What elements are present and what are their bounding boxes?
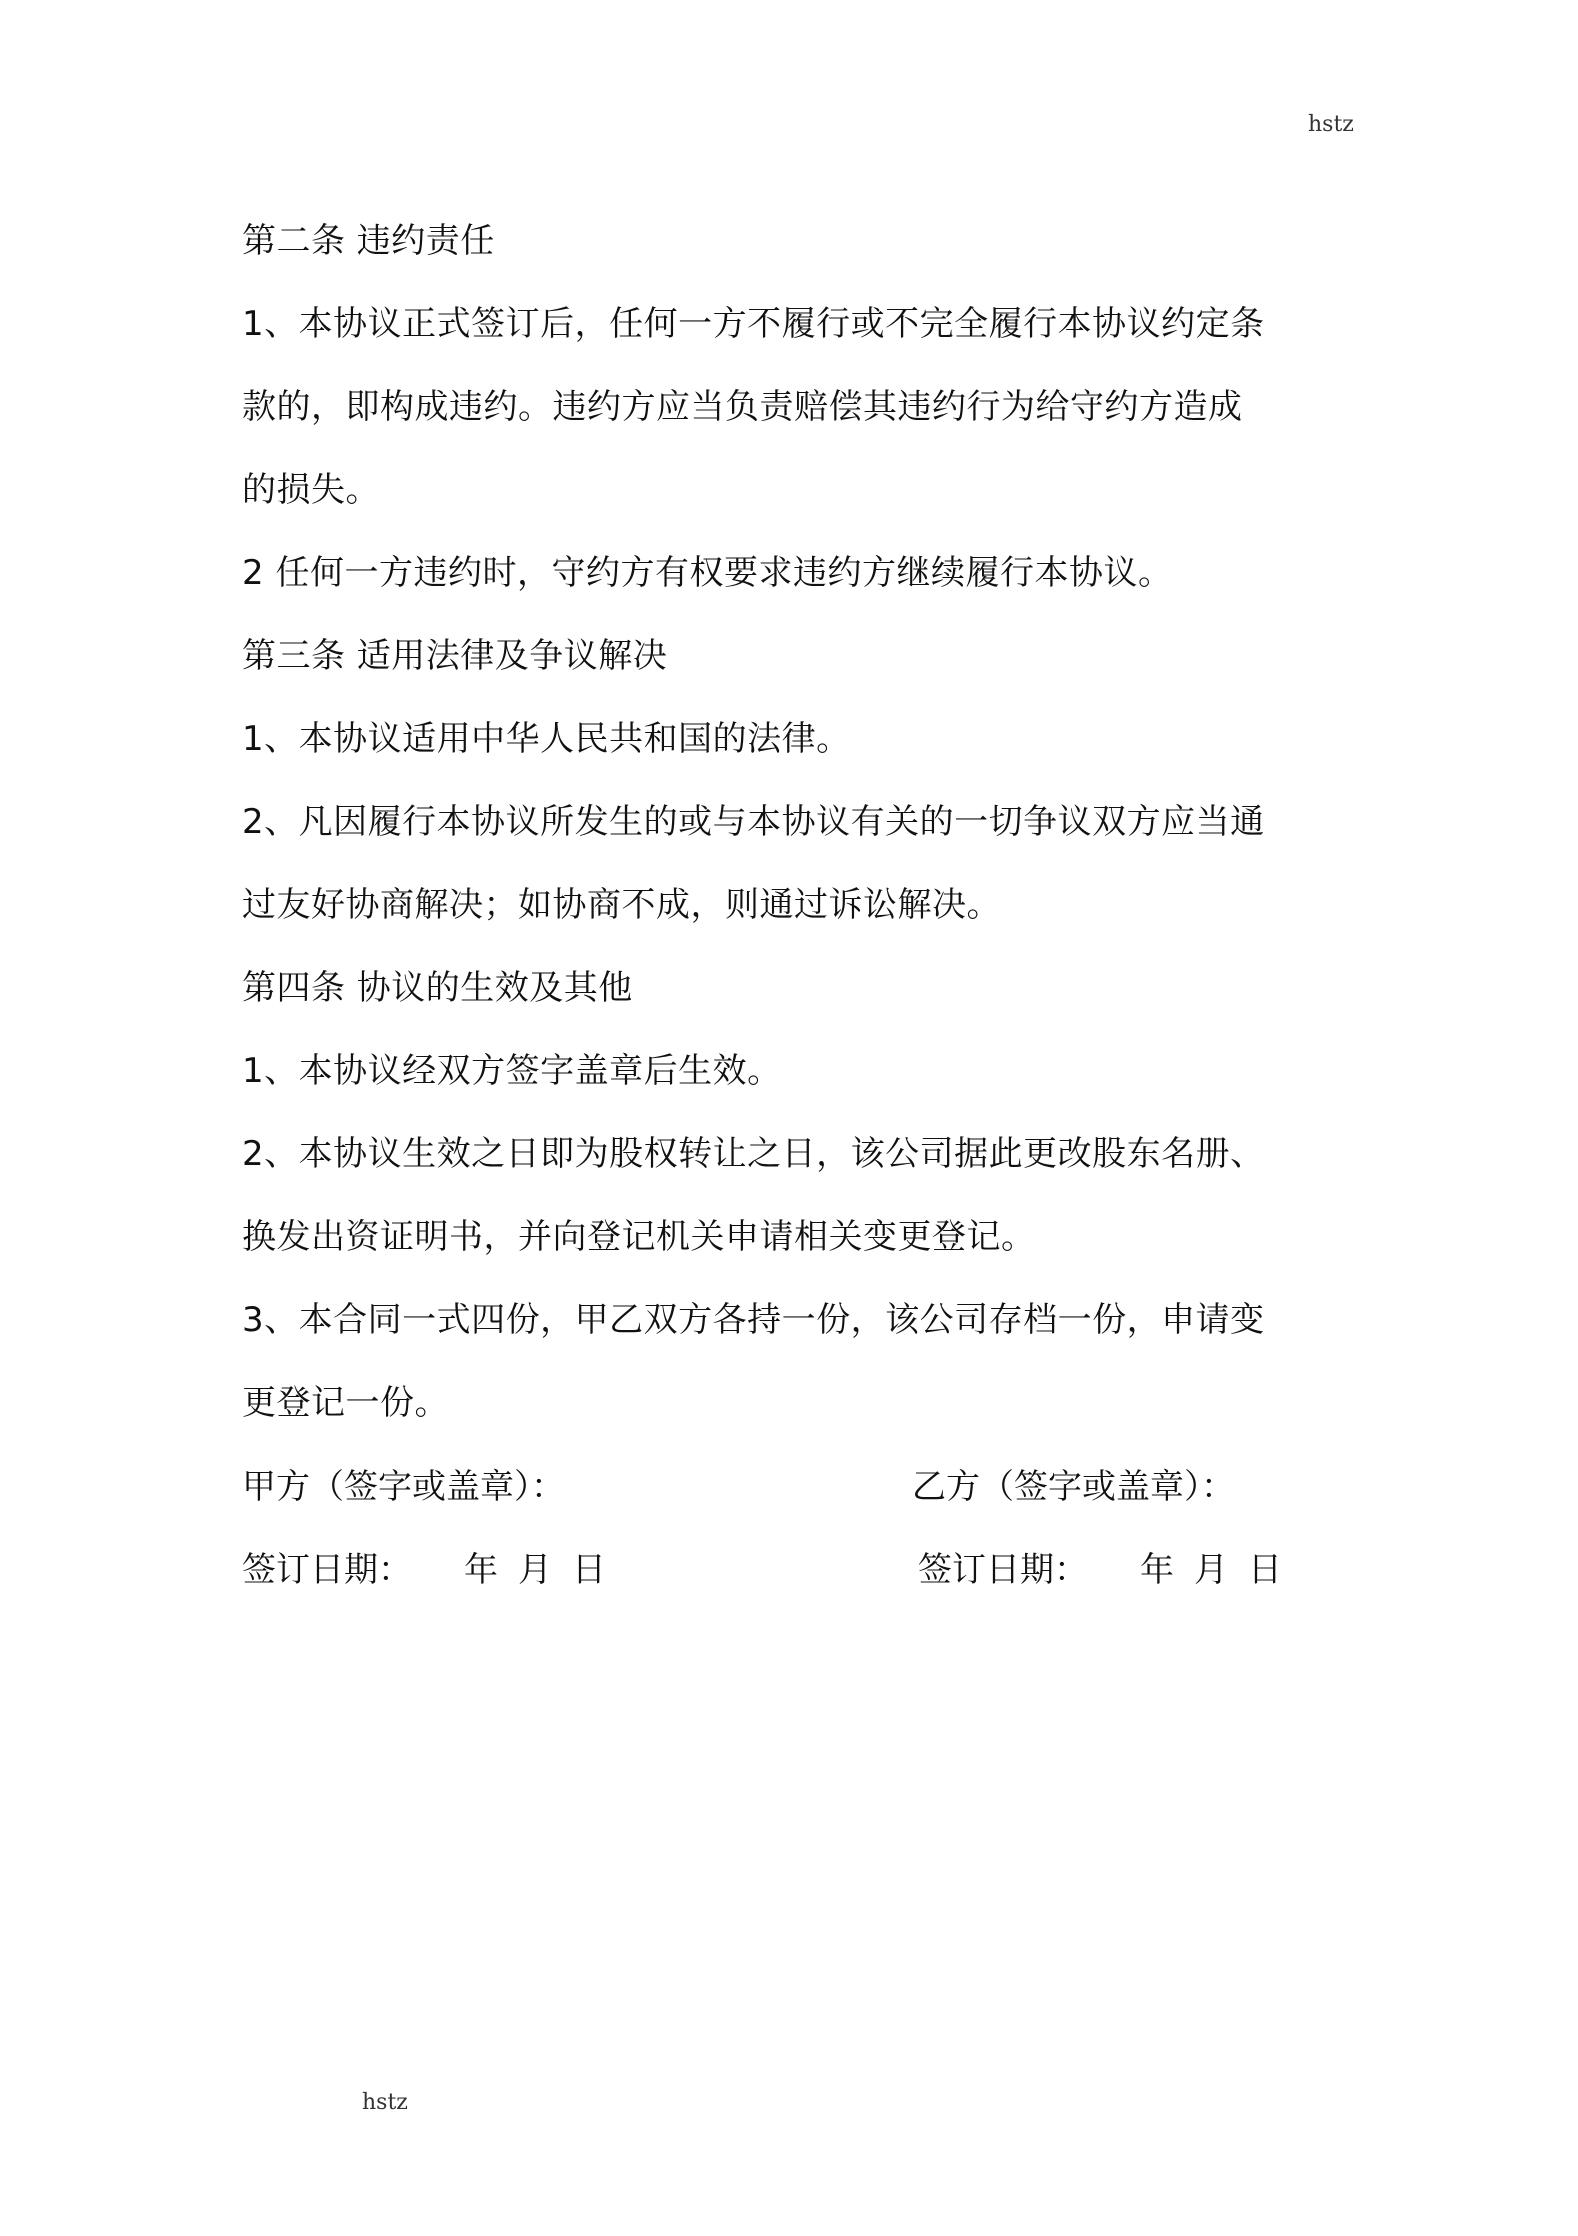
paragraph-line: 款的，即构成违约。违约方应当负责赔偿其违约行为给守约方造成 <box>242 387 1243 427</box>
signature-party-row <box>242 1446 1352 1529</box>
paragraph-line: 2、凡因履行本协议所发生的或与本协议有关的一切争议双方应当通 <box>242 802 1265 842</box>
party-b-signature-label: 乙方（签字或盖章）： <box>912 1467 1235 1507</box>
month-label: 月 <box>518 1550 552 1590</box>
party-a-signature-label: 甲方（签字或盖章）： <box>242 1467 565 1507</box>
article-2-heading: 第二条 违约责任 <box>242 221 495 261</box>
footer-watermark: hstz <box>362 2090 408 2115</box>
article-4-heading: 第四条 协议的生效及其他 <box>242 968 633 1008</box>
day-label: 日 <box>572 1550 606 1590</box>
paragraph-line: 3、本合同一式四份，甲乙双方各持一份，该公司存档一份，申请变 <box>242 1300 1265 1340</box>
party-b-date <box>918 1529 1282 1612</box>
paragraph-line: 的损失。 <box>242 470 380 510</box>
date-label: 签订日期： <box>242 1550 412 1590</box>
paragraph-line: 1、本协议正式签订后，任何一方不履行或不完全履行本协议约定条 <box>242 304 1265 344</box>
paragraph-line: 更登记一份。 <box>242 1383 449 1423</box>
paragraph-line: 1、本协议经双方签字盖章后生效。 <box>242 1051 782 1091</box>
paragraph-line: 过友好协商解决；如协商不成，则通过诉讼解决。 <box>242 885 1001 925</box>
document-body <box>242 200 1352 1445</box>
date-label: 签订日期： <box>918 1550 1088 1590</box>
month-label: 月 <box>1194 1550 1228 1590</box>
paragraph-line: 2 任何一方违约时，守约方有权要求违约方继续履行本协议。 <box>242 553 1173 593</box>
header-watermark: hstz <box>1308 112 1354 137</box>
paragraph-line: 1、本协议适用中华人民共和国的法律。 <box>242 719 851 759</box>
party-a-date <box>242 1529 606 1612</box>
signature-date-row <box>242 1529 1352 1612</box>
year-label: 年 <box>464 1550 498 1590</box>
year-label: 年 <box>1140 1550 1174 1590</box>
article-3-heading: 第三条 适用法律及争议解决 <box>242 636 668 676</box>
day-label: 日 <box>1248 1550 1282 1590</box>
paragraph-line: 换发出资证明书，并向登记机关申请相关变更登记。 <box>242 1217 1036 1257</box>
paragraph-line: 2、本协议生效之日即为股权转让之日，该公司据此更改股东名册、 <box>242 1134 1265 1174</box>
